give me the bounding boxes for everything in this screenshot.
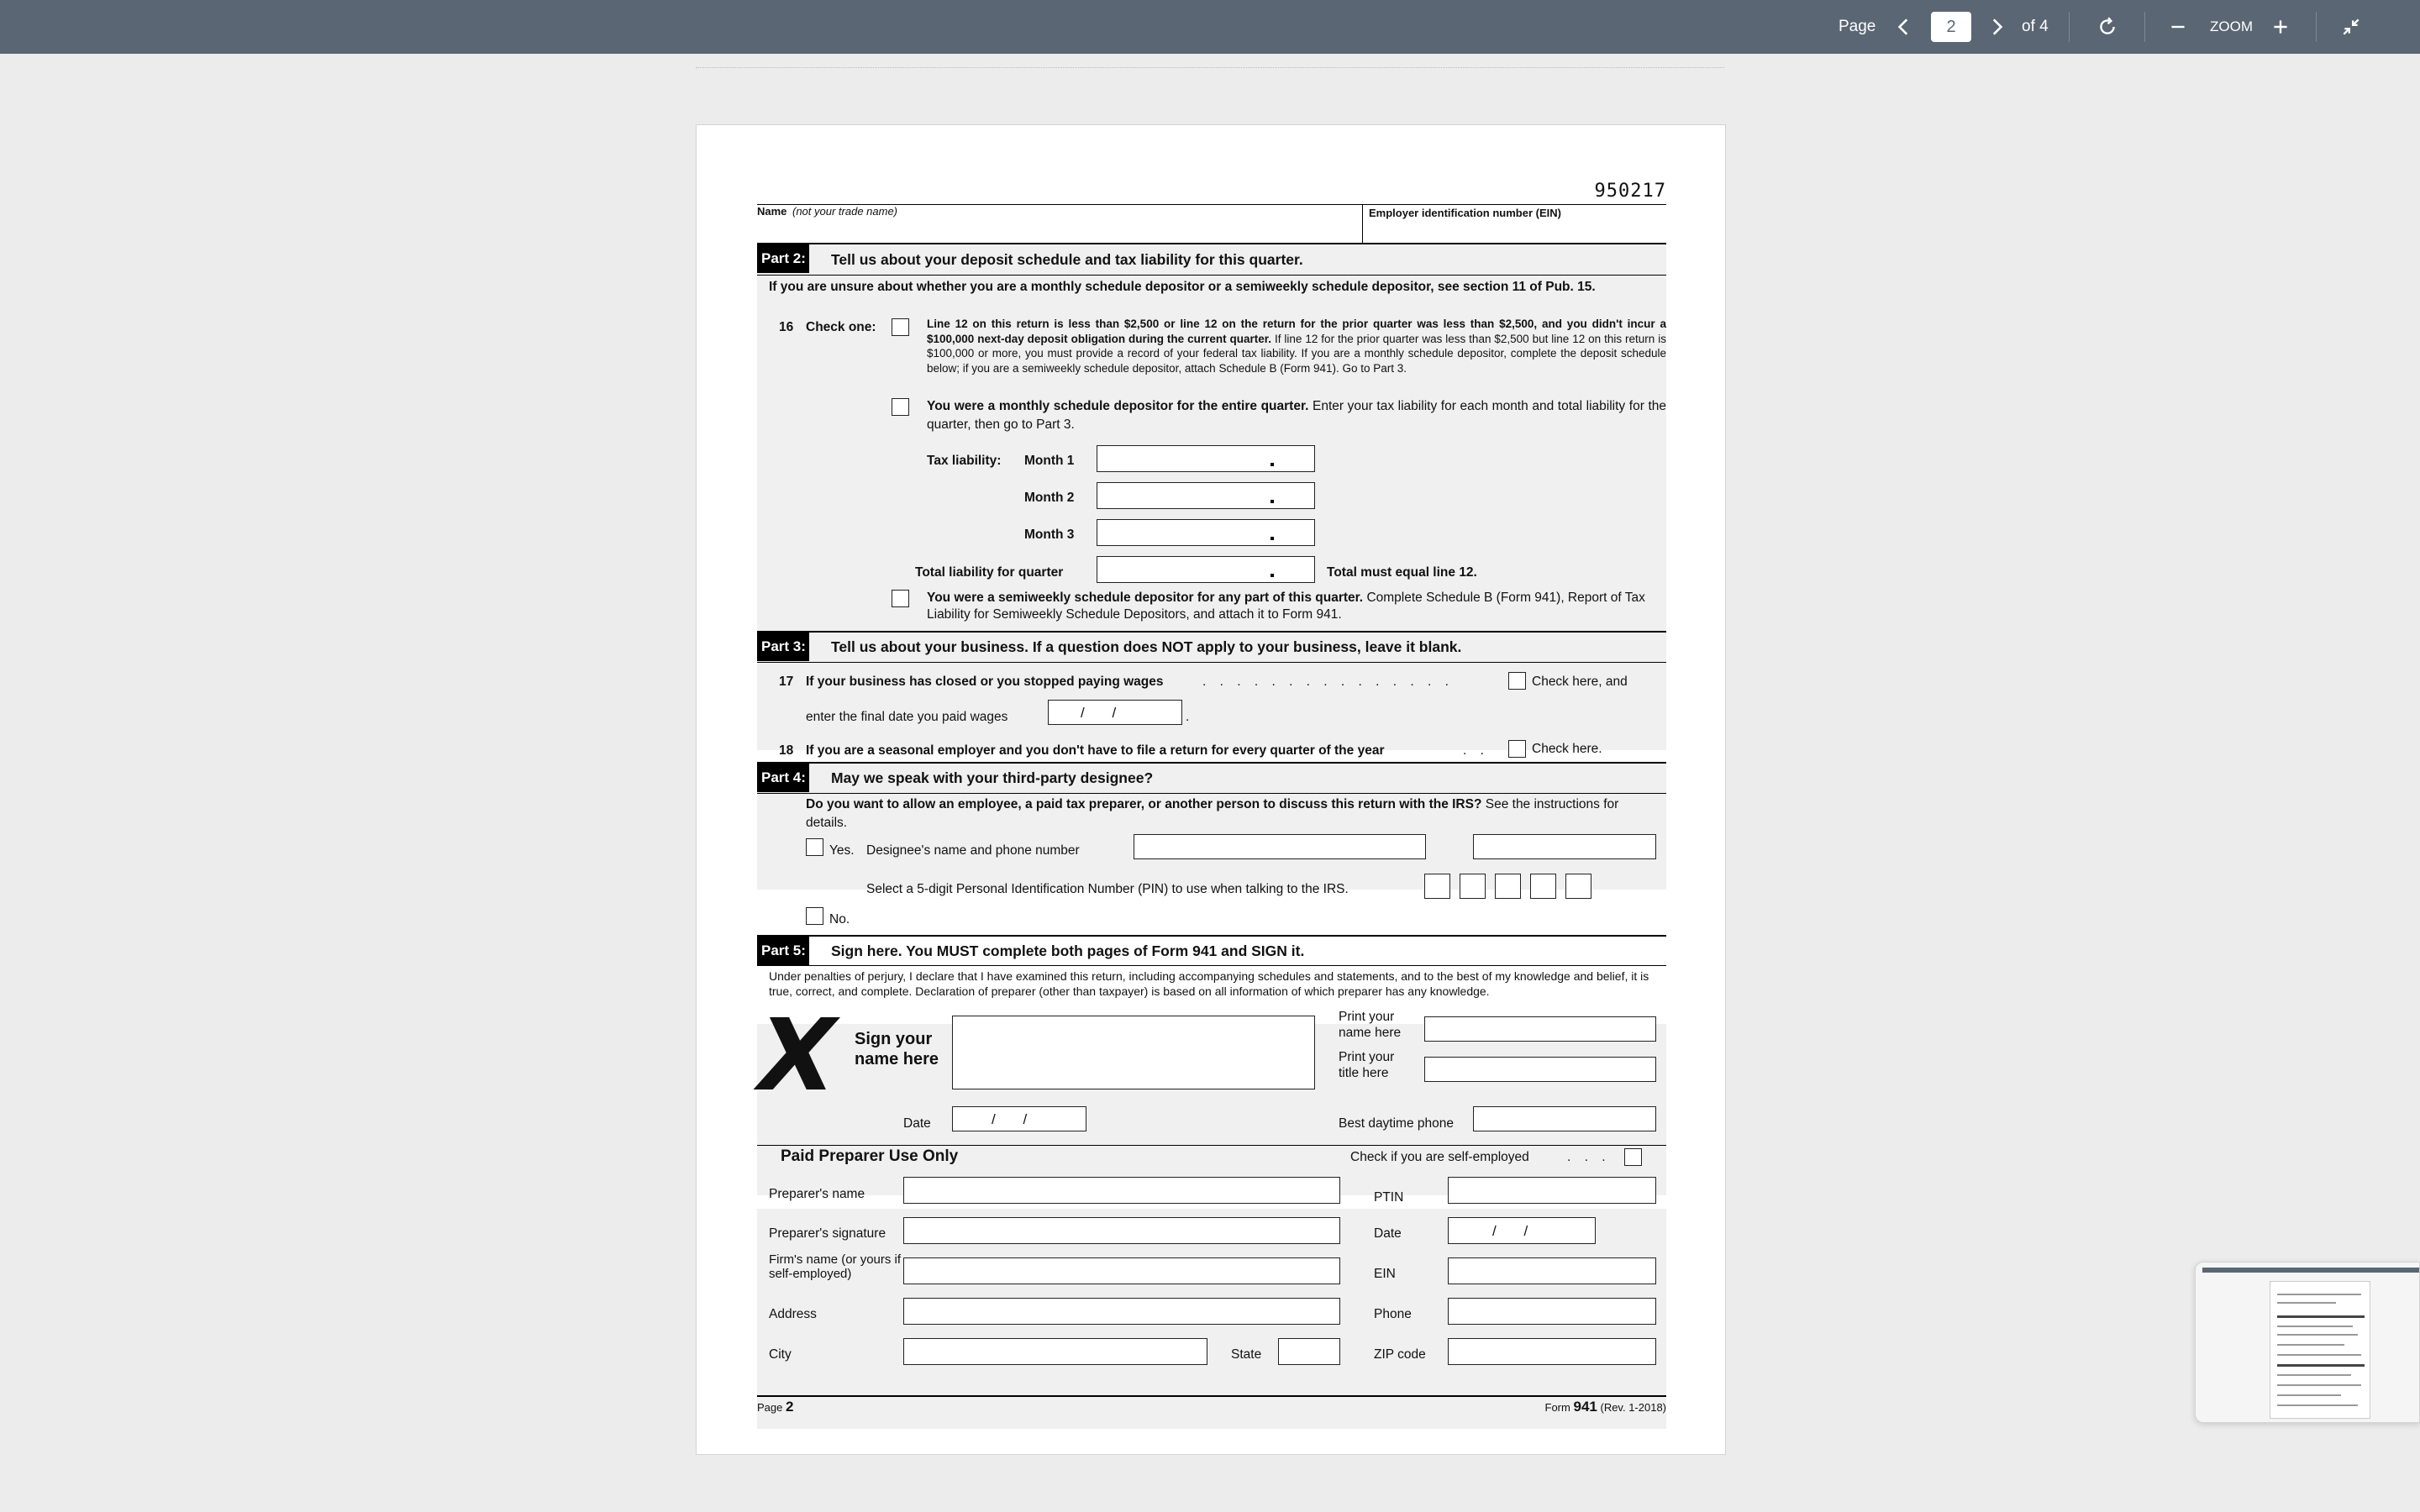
date-separators: / / xyxy=(992,1111,1028,1127)
footer-revision: (Rev. 1-2018) xyxy=(1600,1401,1666,1414)
designee-no-checkbox[interactable] xyxy=(806,907,823,925)
option2-bold: You were a monthly schedule depositor for the entire quarter. xyxy=(927,399,1309,413)
line18-checkbox[interactable] xyxy=(1508,740,1526,758)
pin-digit-5[interactable] xyxy=(1565,874,1591,899)
phone-label: Phone xyxy=(1374,1307,1412,1321)
preparer-signature-label: Preparer's signature xyxy=(769,1226,886,1241)
pin-digit-1[interactable] xyxy=(1424,874,1450,899)
pin-instruction: Select a 5-digit Personal Identification Number (PIN) to use when talking to the IRS. xyxy=(866,882,1349,896)
zip-label: ZIP code xyxy=(1374,1347,1426,1362)
firm-name-label: Firm's name (or yours if self-employed) xyxy=(769,1252,902,1281)
city-label: City xyxy=(769,1347,792,1362)
ptin-input[interactable] xyxy=(1448,1177,1656,1204)
line18-text: If you are a seasonal employer and you don't have to file a return for every quarter of the year xyxy=(806,743,1385,758)
ptin-label: PTIN xyxy=(1374,1190,1404,1205)
divider xyxy=(757,1395,1666,1397)
final-wages-date-input[interactable] xyxy=(1048,700,1182,725)
name-label: Name xyxy=(757,205,787,218)
month2-input[interactable] xyxy=(1097,482,1315,509)
designee-yes-checkbox[interactable] xyxy=(806,838,823,856)
month1-label: Month 1 xyxy=(1024,454,1075,468)
pin-digit-2[interactable] xyxy=(1460,874,1486,899)
line17-leader: . . . . . . . . . . . . . . . xyxy=(1202,675,1454,689)
page-count: of 4 xyxy=(2022,18,2049,35)
footer-form-label: Form xyxy=(1544,1401,1570,1414)
option3-rest: Complete Schedule B (Form 941), Report of Tax Liability for Semiweekly Schedule Depositors, and attach it to Form 941. xyxy=(927,591,1645,622)
line16-option2-checkbox[interactable] xyxy=(892,398,909,416)
print-title-label: Print your title here xyxy=(1339,1050,1395,1080)
part4-label: Part 4: xyxy=(757,764,809,792)
tax-liability-label: Tax liability: xyxy=(927,454,1002,468)
month2-label: Month 2 xyxy=(1024,491,1075,505)
state-label: State xyxy=(1231,1347,1262,1362)
toolbar-divider xyxy=(2144,12,2145,42)
preparer-ein-label: EIN xyxy=(1374,1267,1396,1281)
divider xyxy=(757,793,1666,794)
self-employed-label: Check if you are self-employed xyxy=(1350,1150,1529,1164)
state-input[interactable] xyxy=(1278,1338,1340,1365)
line17-text: If your business has closed or you stopped paying wages xyxy=(806,675,1164,689)
previous-page-icon[interactable] xyxy=(1889,12,1919,42)
total-liability-label: Total liability for quarter xyxy=(915,565,1064,580)
total-liability-input[interactable] xyxy=(1097,556,1315,583)
divider xyxy=(1362,204,1363,243)
firm-name-input[interactable] xyxy=(903,1257,1340,1284)
previous-page-edge xyxy=(696,67,1724,68)
date-separators: / / xyxy=(1492,1223,1528,1239)
name-field[interactable] xyxy=(762,219,1357,241)
print-title-input[interactable] xyxy=(1424,1057,1656,1082)
line16-number: 16 xyxy=(779,320,794,334)
total-note: Total must equal line 12. xyxy=(1327,565,1477,580)
part3-title: Tell us about your business. If a question does NOT apply to your business, leave it blank. xyxy=(831,638,1462,655)
address-input[interactable] xyxy=(903,1298,1340,1325)
option1-bold: Line 12 on this return is less than $2,500 or line 12 on the return for the prior quarter was less than $2,500, and you didn't incur a $100,000 next-day deposit obligation during the current quarter. xyxy=(927,318,1666,345)
footer-form xyxy=(1545,1400,1666,1415)
toolbar-divider xyxy=(2069,12,2070,42)
designee-phone-input[interactable] xyxy=(1473,834,1656,859)
question-bold: Do you want to allow an employee, a paid tax preparer, or another person to discuss this return with the IRS? xyxy=(806,797,1482,811)
divider xyxy=(757,662,1666,663)
designee-question xyxy=(806,795,1655,832)
print-name-input[interactable] xyxy=(1424,1016,1656,1042)
self-employed-leader: . . . xyxy=(1567,1150,1611,1164)
viewer-toolbar xyxy=(0,0,2420,54)
page-thumbnail[interactable] xyxy=(2195,1262,2420,1423)
page-label: Page xyxy=(1839,18,1876,35)
part2-title: Tell us about your deposit schedule and tax liability for this quarter. xyxy=(831,251,1303,268)
rotate-icon[interactable] xyxy=(2092,12,2123,42)
preparer-date-label: Date xyxy=(1374,1226,1402,1241)
footer-page xyxy=(757,1400,793,1415)
question-rest: See the instructions for details. xyxy=(806,797,1619,830)
month1-input[interactable] xyxy=(1097,445,1315,472)
best-phone-label: Best daytime phone xyxy=(1339,1116,1455,1131)
line16-option3-checkbox[interactable] xyxy=(892,590,909,607)
best-phone-input[interactable] xyxy=(1473,1106,1656,1131)
preparer-name-input[interactable] xyxy=(903,1177,1340,1204)
part4-title: May we speak with your third-party designee? xyxy=(831,769,1154,786)
line17-checkbox[interactable] xyxy=(1508,672,1526,690)
sign-date-label: Date xyxy=(903,1116,931,1131)
line17-number: 17 xyxy=(779,675,794,689)
period: . xyxy=(1186,710,1190,724)
zoom-out-icon[interactable] xyxy=(2163,12,2193,42)
city-input[interactable] xyxy=(903,1338,1207,1365)
designee-name-input[interactable] xyxy=(1134,834,1426,859)
line17-check-label: Check here, and xyxy=(1532,675,1628,689)
pdf-page xyxy=(696,124,1726,1455)
self-employed-checkbox[interactable] xyxy=(1624,1148,1642,1166)
option1-rest: If line 12 for the prior quarter was less than $2,500 but line 12 on this return is $100,000 or more, you must provide a record of your federal tax liability. If you are a monthly schedule depositor, complete the deposit schedule below; if you are a semiweekly schedule depositor, attach Schedule B (Form 941). Go to Part 3. xyxy=(927,332,1666,375)
pin-digit-3[interactable] xyxy=(1495,874,1521,899)
line16-option1-checkbox[interactable] xyxy=(892,318,909,336)
perjury-statement: Under penalties of perjury, I declare that I have examined this return, including accompanying schedules and statements, and to the best of my knowledge and belief, it is true, correct, and complete. Declaration of preparer (other than taxpayer) is based on all information of which preparer has any knowledge. xyxy=(769,969,1649,998)
line16-option1-text xyxy=(927,317,1666,375)
divider xyxy=(757,1145,1666,1146)
ein-field[interactable] xyxy=(1367,221,1661,241)
line18-number: 18 xyxy=(779,743,794,758)
option2-rest: Enter your tax liability for each month and total liability for the quarter, then go to Part 3. xyxy=(927,399,1666,432)
footer-form-number: 941 xyxy=(1573,1399,1597,1415)
form-941-page-2 xyxy=(746,125,1666,1456)
month3-label: Month 3 xyxy=(1024,528,1075,542)
preparer-signature-input[interactable] xyxy=(903,1217,1340,1244)
check-one-label: Check one: xyxy=(806,320,876,334)
thumbnail-page xyxy=(2270,1281,2370,1419)
part3-label: Part 3: xyxy=(757,633,809,661)
preparer-title: Paid Preparer Use Only xyxy=(781,1147,959,1165)
divider xyxy=(757,965,1666,966)
sign-date-input[interactable] xyxy=(952,1106,1086,1131)
line18-leader: . . xyxy=(1463,743,1489,758)
preparer-name-label: Preparer's name xyxy=(769,1187,865,1201)
divider xyxy=(757,243,1666,244)
divider xyxy=(757,275,1666,276)
line17-subtext: enter the final date you paid wages xyxy=(806,710,1008,724)
signature-input[interactable] xyxy=(952,1016,1315,1089)
designee-label: Designee's name and phone number xyxy=(866,843,1080,858)
sign-here-label: Sign your name here xyxy=(855,1030,939,1068)
footer-page-number: 2 xyxy=(786,1399,794,1415)
line16-option3-text xyxy=(927,590,1666,623)
preparer-ein-input[interactable] xyxy=(1448,1257,1656,1284)
toolbar-divider xyxy=(2316,12,2317,42)
no-label: No. xyxy=(829,912,850,927)
part2-label: Part 2: xyxy=(757,244,809,273)
next-page-icon[interactable] xyxy=(1981,12,2012,42)
zip-input[interactable] xyxy=(1448,1338,1656,1365)
preparer-date-input[interactable] xyxy=(1448,1217,1596,1244)
part2-intro: If you are unsure about whether you are a monthly schedule depositor or a semiweekly schedule depositor, see section 11 of Pub. 15. xyxy=(769,280,1596,294)
line18-check-label: Check here. xyxy=(1532,742,1602,756)
option3-bold: You were a semiweekly schedule depositor for any part of this quarter. xyxy=(927,591,1364,605)
pin-digit-4[interactable] xyxy=(1530,874,1556,899)
name-note: (not your trade name) xyxy=(792,205,898,218)
zoom-label: ZOOM xyxy=(2210,18,2253,34)
print-name-label: Print your name here xyxy=(1339,1010,1402,1040)
thumbnail-toolbar xyxy=(2202,1268,2420,1273)
part5-title: Sign here. You MUST complete both pages of Form 941 and SIGN it. xyxy=(831,942,1305,959)
month3-input[interactable] xyxy=(1097,519,1315,546)
form-code: 950217 xyxy=(1594,181,1666,202)
part5-label: Part 5: xyxy=(757,937,809,965)
page-number-input[interactable]: 2 xyxy=(1931,12,1971,42)
date-separators: / / xyxy=(1081,705,1117,721)
footer-page-label: Page xyxy=(757,1401,783,1414)
phone-input[interactable] xyxy=(1448,1298,1656,1325)
signature-x-mark: X xyxy=(746,997,848,1113)
zoom-in-icon[interactable] xyxy=(2265,12,2296,42)
ein-label: Employer identification number (EIN) xyxy=(1369,207,1561,219)
exit-fullscreen-icon[interactable] xyxy=(2336,12,2366,42)
address-label: Address xyxy=(769,1307,817,1321)
line16-option2-text xyxy=(927,397,1666,434)
yes-label: Yes. xyxy=(829,843,855,858)
